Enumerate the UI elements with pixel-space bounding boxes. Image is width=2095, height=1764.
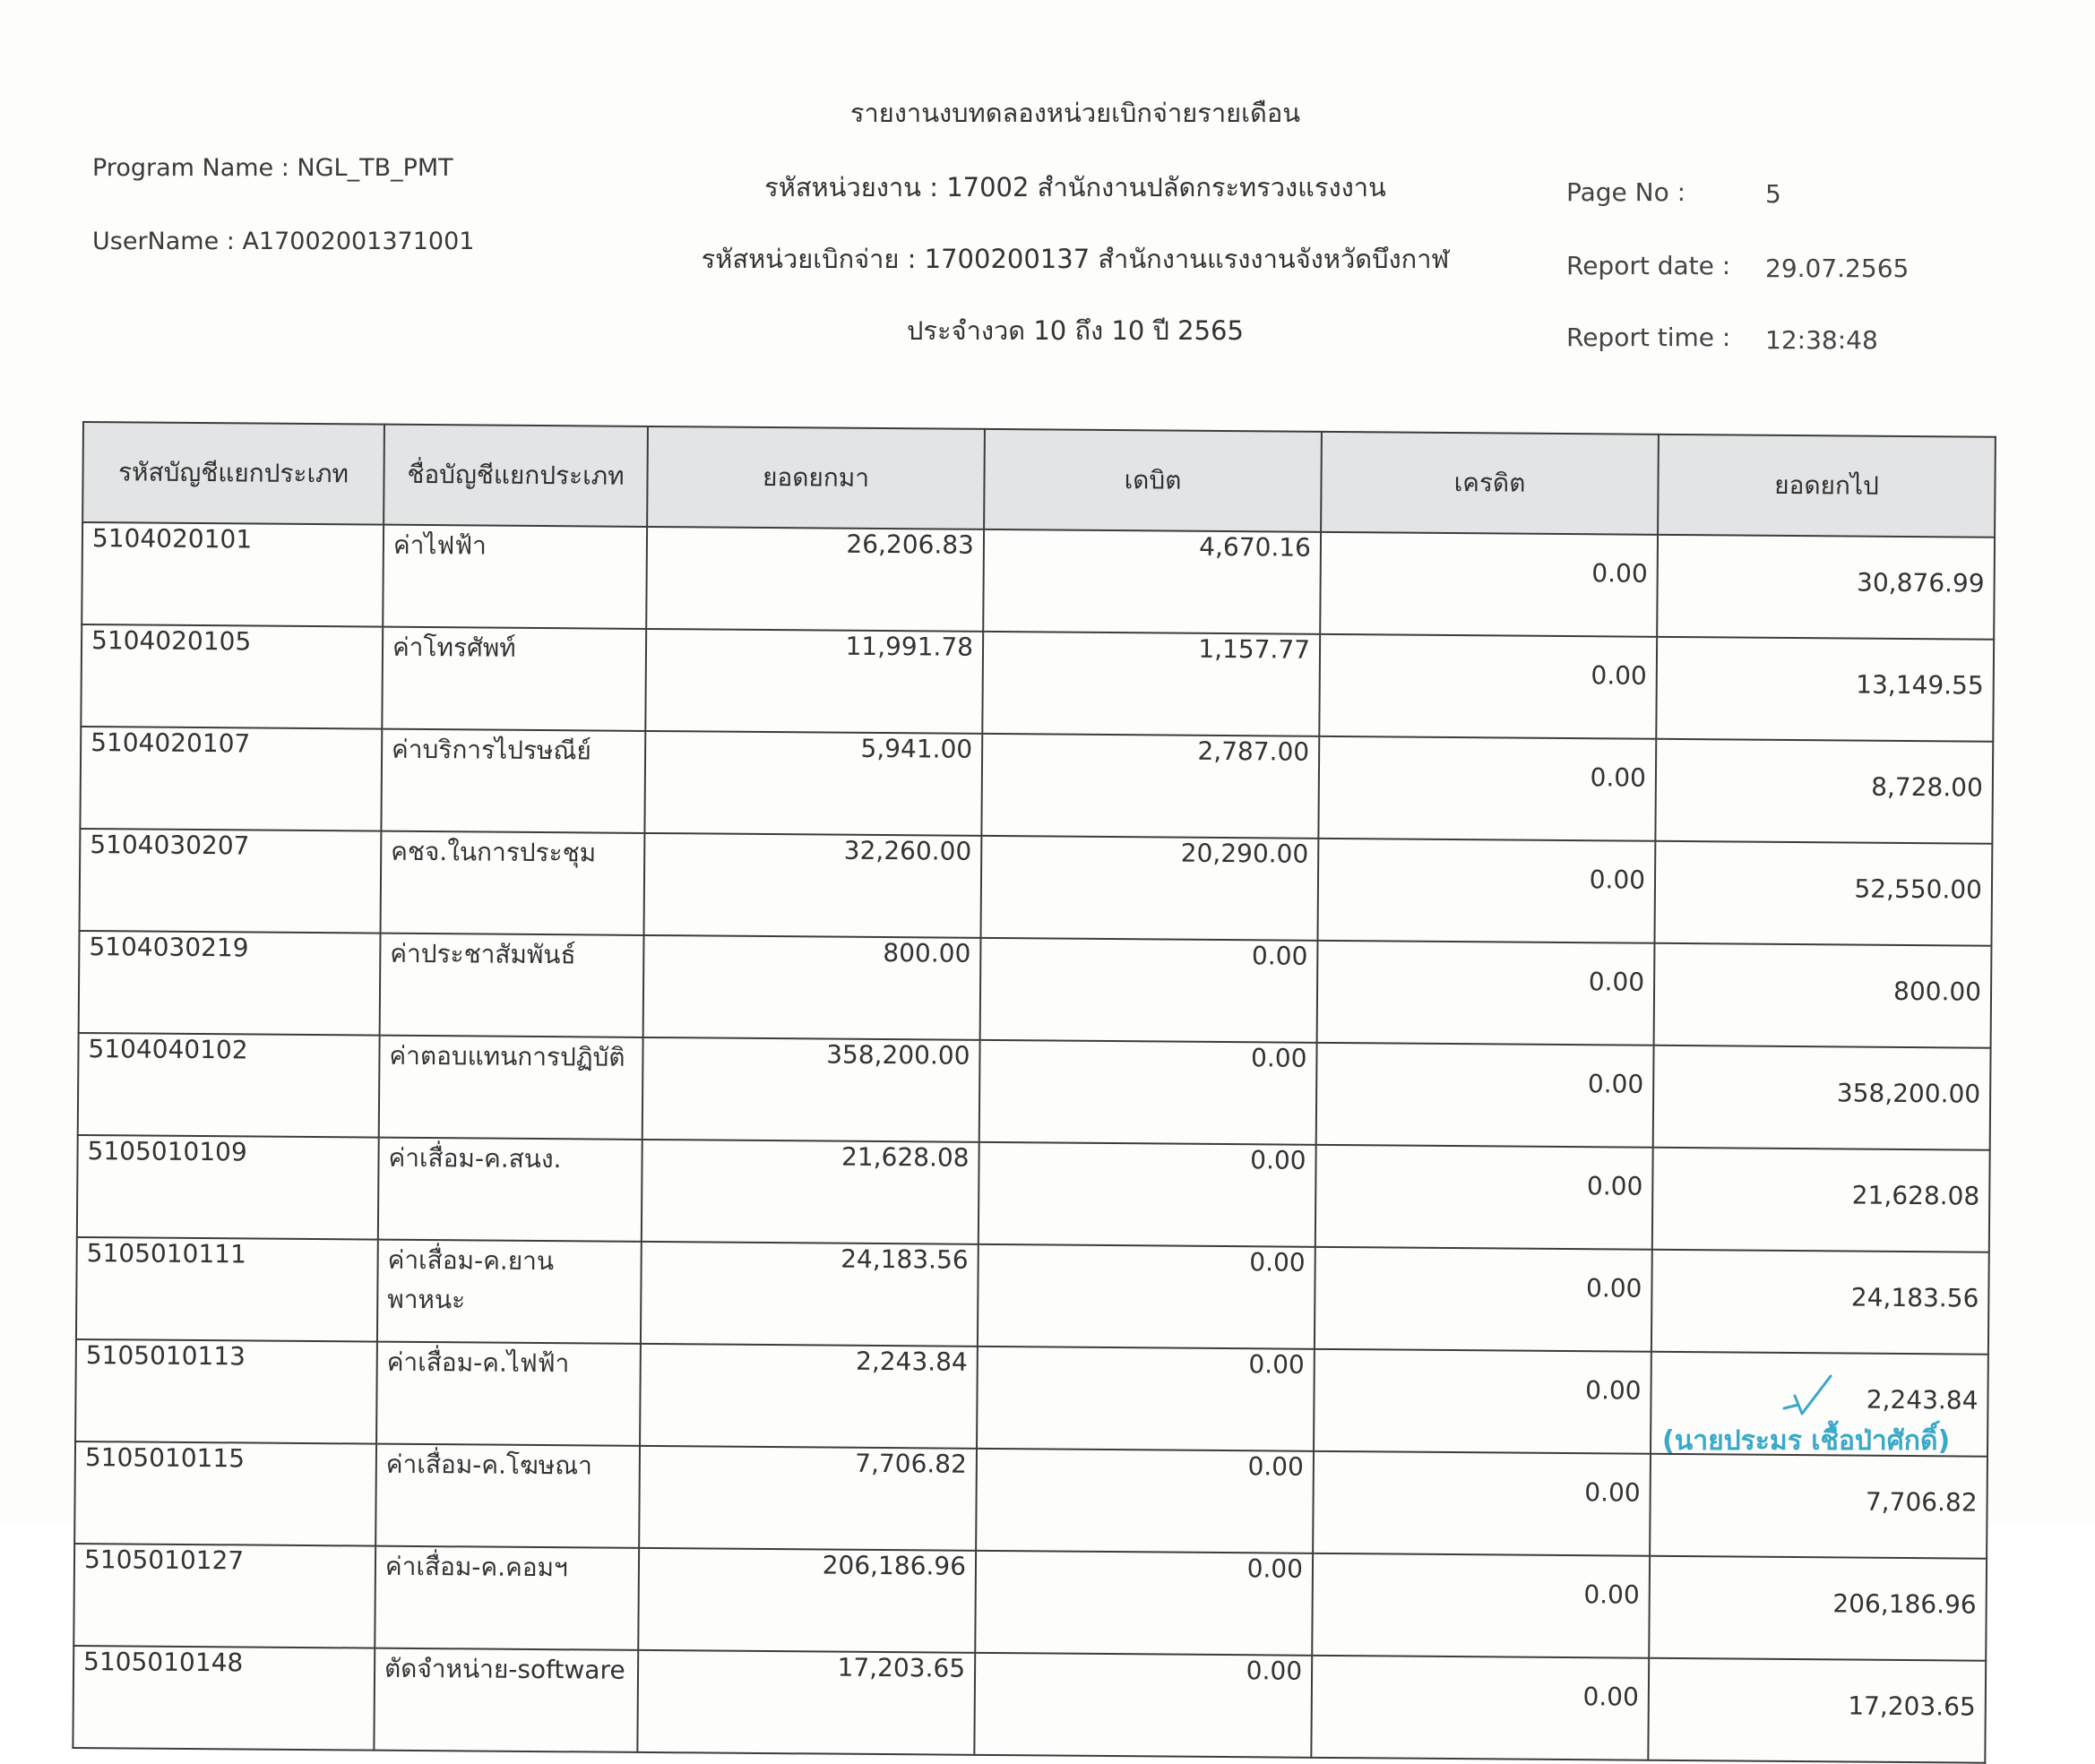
cell-account-name: ค่าเสื่อม-ค.โฆษณา [375,1444,640,1548]
cell-credit: 0.00 [1312,1553,1650,1658]
cell-credit: 0.00 [1313,1451,1651,1556]
cell-debit: 0.00 [977,1347,1315,1451]
cell-brought-forward: 17,203.65 [637,1650,975,1755]
report-title: รายงานงบทดลองหน่วยเบิกจ่ายรายเดือน [849,98,1301,128]
table-row [73,1544,1987,1661]
table-row [73,1646,1986,1763]
cell-brought-forward: 24,183.56 [641,1242,979,1347]
report-date-label: Report date : [1566,251,1731,280]
cell-debit: 20,290.00 [981,836,1319,941]
cell-account-name: ค่าบริการไปรษณีย์ [381,729,645,833]
col-header-code: รหัสบัญชีแยกประเภท [82,422,384,525]
cell-credit: 0.00 [1316,1043,1654,1148]
col-header-brought-forward: ยอดยกมา [647,426,985,529]
table-header-row [82,422,1996,538]
table-row [80,727,1993,844]
program-name: Program Name : NGL_TB_PMT [92,154,453,182]
cell-account-code: 5104020101 [82,522,384,627]
cell-debit: 1,157.77 [982,632,1320,736]
table-row [82,522,1995,640]
username: UserName : A17002001371001 [92,228,475,255]
cell-carried-forward: 52,550.00 [1654,841,1992,946]
cell-debit: 4,670.16 [983,529,1321,634]
cell-debit: 0.00 [979,1040,1317,1145]
cell-carried-forward: 800.00 [1654,943,1992,1048]
cell-brought-forward: 21,628.08 [642,1140,979,1244]
cell-account-code: 5105010127 [73,1544,375,1648]
cell-debit: 0.00 [974,1653,1312,1758]
cell-brought-forward: 2,243.84 [640,1344,978,1449]
report-date-value: 29.07.2565 [1765,254,1910,283]
table-row [76,1237,1989,1355]
cell-carried-forward: 7,706.82 [1650,1454,1987,1559]
cell-debit: 0.00 [976,1449,1314,1553]
table-row [78,1033,1991,1150]
cell-credit: 0.00 [1315,1247,1652,1352]
cell-carried-forward: 21,628.08 [1652,1148,1990,1252]
cell-debit: 0.00 [978,1244,1315,1349]
cell-credit: 0.00 [1317,941,1655,1045]
report-time-label: Report time : [1566,323,1731,352]
col-header-name: ชื่อบัญชีแยกประเภท [384,425,648,527]
cell-brought-forward: 5,941.00 [644,731,982,836]
col-header-credit: เครดิต [1321,432,1659,535]
cell-carried-forward: 358,200.00 [1653,1045,1991,1150]
cell-carried-forward: 2,243.84 [1651,1352,1988,1457]
cell-brought-forward: 358,200.00 [642,1037,980,1142]
cell-account-code: 5104030207 [80,829,382,934]
ledger-table [72,421,1996,1764]
cell-credit: 0.00 [1319,634,1657,739]
col-header-debit: เดบิต [984,429,1322,532]
cell-account-code: 5104040102 [78,1033,380,1138]
cell-credit: 0.00 [1320,532,1658,637]
cell-account-name: ค่าเสื่อม-ค.ยานพาหนะ [377,1240,642,1344]
cell-carried-forward: 8,728.00 [1655,739,1993,844]
col-header-carried-forward: ยอดยกไป [1658,435,1996,538]
report-period: ประจำงวด 10 ถึง 10 ปี 2565 [907,315,1244,346]
cell-debit: 0.00 [975,1551,1313,1656]
cell-account-name: ค่าเสื่อม-ค.ไฟฟ้า [376,1342,641,1446]
cell-credit: 0.00 [1318,736,1656,841]
cell-account-name: ค่าประชาสัมพันธ์ [380,934,644,1037]
cell-debit: 2,787.00 [981,734,1319,839]
ledger-table-wrap [72,421,1995,1764]
cell-account-code: 5104020105 [81,624,383,729]
cell-brought-forward: 11,991.78 [645,629,983,734]
cell-credit: 0.00 [1315,1145,1653,1250]
cell-account-code: 5105010148 [73,1646,375,1751]
cell-debit: 0.00 [979,1142,1316,1247]
page-no-value: 5 [1765,179,1781,209]
cell-account-name: ค่าโทรศัพท์ [382,627,646,731]
table-row [79,931,1992,1048]
cell-account-code: 5104030219 [79,931,381,1036]
page-no-label: Page No : [1566,177,1686,207]
cell-brought-forward: 32,260.00 [644,833,982,938]
cell-account-code: 5105010109 [77,1135,379,1240]
cell-account-code: 5104020107 [80,727,382,831]
table-row [80,829,1993,946]
cell-account-name: ค่าเสื่อม-ค.คอมฯ [375,1546,639,1650]
signatory-name: (นายประมร เชื้อป่าศักดิ์) [1662,1425,1951,1457]
cell-brought-forward: 800.00 [643,935,981,1040]
cell-carried-forward: 30,876.99 [1657,535,1995,640]
cell-carried-forward: 206,186.96 [1649,1556,1987,1661]
cell-debit: 0.00 [980,938,1318,1043]
disbursing-unit-code: รหัสหน่วยเบิกจ่าย : 1700200137 สำนักงานแรงงานจังหวัดบึงกาฬ [701,244,1450,274]
cell-brought-forward: 26,206.83 [646,527,984,632]
cell-account-name: ค่าไฟฟ้า [383,525,647,629]
cell-account-name: คชจ.ในการประชุม [381,831,645,935]
signature-mark-icon [1779,1369,1841,1423]
cell-carried-forward: 17,203.65 [1648,1658,1986,1763]
report-time-value: 12:38:48 [1765,325,1878,355]
cell-credit: 0.00 [1317,839,1655,943]
agency-code: รหัสหน่วยงาน : 17002 สำนักงานปลัดกระทรวงแรงงาน [764,172,1386,202]
cell-credit: 0.00 [1311,1656,1649,1760]
cell-carried-forward: 24,183.56 [1651,1250,1989,1355]
table-row [81,624,1994,742]
cell-brought-forward: 206,186.96 [638,1548,976,1653]
cell-account-code: 5105010111 [76,1237,378,1342]
table-row [77,1135,1990,1252]
cell-credit: 0.00 [1314,1349,1651,1454]
cell-account-code: 5105010113 [75,1339,377,1444]
cell-account-name: ค่าเสื่อม-ค.สนง. [378,1138,642,1242]
cell-account-name: ตัดจำหน่าย-software [374,1648,638,1752]
cell-account-code: 5105010115 [74,1441,376,1546]
cell-carried-forward: 13,149.55 [1656,637,1994,742]
cell-brought-forward: 7,706.82 [639,1446,977,1551]
cell-account-name: ค่าตอบแทนการปฏิบัติ [379,1036,643,1140]
